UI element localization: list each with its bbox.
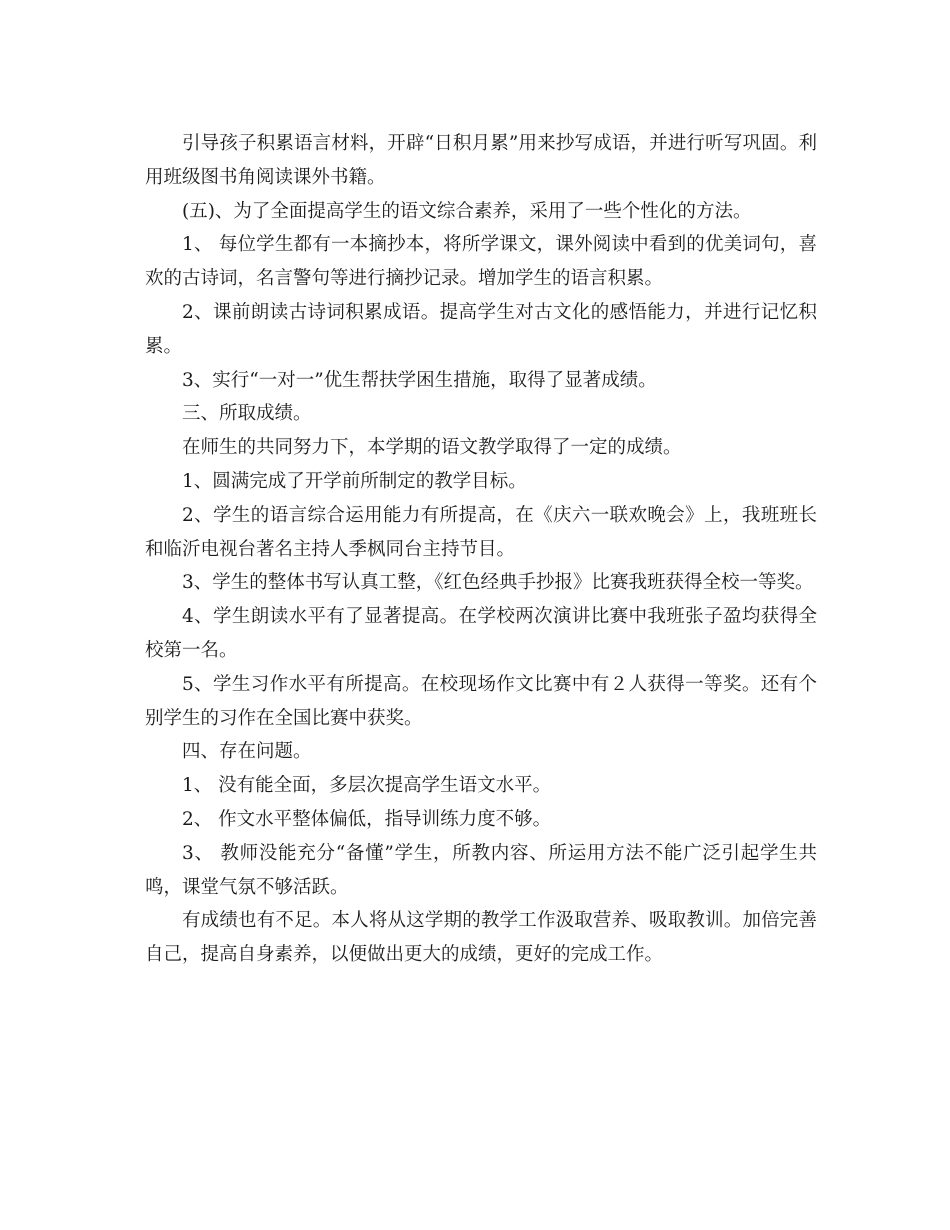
list-item-language-ability: 2、学生的语言综合运用能力有所提高，在《庆六一联欢晚会》上，我班班长和临沂电视台著名主持人季枫同台主持节目。 bbox=[145, 504, 817, 560]
list-item-problem-three: 3、 教师没能充分“备懂”学生，所教内容、所运用方法不能广泛引起学生共鸣，课堂气氛不够活跃。 bbox=[145, 842, 817, 898]
list-item-problem-one: 1、 没有能全面，多层次提高学生语文水平。 bbox=[182, 775, 552, 797]
paragraph-accumulate-language: 引导孩子积累语言材料，开辟“日积月累”用来抄写成语，并进行听写巩固。利用班级图书角阅读课外书籍。 bbox=[145, 133, 817, 188]
section-heading-five: (五)、为了全面提高学生的语文综合素养，采用了一些个性化的方法。 bbox=[182, 200, 752, 222]
paragraph-achievements-intro: 在师生的共同努力下，本学期的语文教学取得了一定的成绩。 bbox=[182, 437, 682, 459]
list-item-goals-completed: 1、圆满完成了开学前所制定的教学目标。 bbox=[182, 470, 527, 492]
list-item-handwriting: 3、学生的整体书写认真工整，《红色经典手抄报》比赛我班获得全校一等奖。 bbox=[182, 572, 814, 594]
list-item-one-to-one: 3、实行“一对一”优生帮扶学困生措施，取得了显著成绩。 bbox=[182, 369, 657, 391]
list-item-reading-aloud: 4、学生朗读水平有了显著提高。在学校两次演讲比赛中我班张子盈均获得全校第一名。 bbox=[145, 606, 817, 661]
list-item-reading-poems: 2、课前朗读古诗词积累成语。提高学生对古文化的感悟能力，并进行记忆积累。 bbox=[145, 301, 817, 357]
list-item-excerpt-notebook: 1、 每位学生都有一本摘抄本，将所学课文，课外阅读中看到的优美词句，喜欢的古诗词，名言警句等进行摘抄记录。增加学生的语言积累。 bbox=[145, 234, 817, 290]
paragraph-conclusion: 有成绩也有不足。本人将从这学期的教学工作汲取营养、吸取教训。加倍完善自己，提高自身素养，以便做出更大的成绩，更好的完成工作。 bbox=[145, 910, 817, 966]
document-body bbox=[145, 127, 817, 972]
section-heading-problems: 四、存在问题。 bbox=[182, 741, 312, 763]
list-item-composition: 5、学生习作水平有所提高。在校现场作文比赛中有２人获得一等奖。还有个别学生的习作在全国比赛中获奖。 bbox=[145, 673, 817, 729]
section-heading-achievements: 三、所取成绩。 bbox=[182, 403, 312, 425]
list-item-problem-two: 2、 作文水平整体偏低，指导训练力度不够。 bbox=[182, 808, 552, 830]
